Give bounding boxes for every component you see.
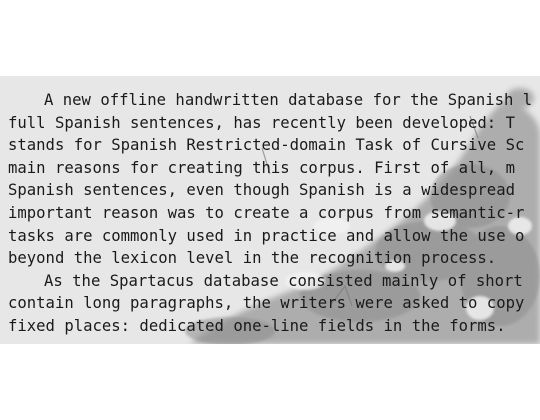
text-line: Spanish sentences, even though Spanish is a widespread — [8, 181, 515, 200]
text-line: A new offline handwritten database for the Spanish l — [44, 91, 533, 109]
text-line: tasks are commonly used in practice and allow the use o — [8, 226, 525, 245]
text-line: important reason was to create a corpus from semantic-r — [8, 203, 525, 222]
text-line: full Spanish sentences, has recently been developed: T — [8, 113, 515, 132]
text-line: As the Spartacus database consisted mainly of short — [44, 271, 523, 290]
text-line: beyond the lexicon level in the recognition process. — [8, 249, 497, 268]
document-text — [8, 89, 532, 338]
text-line: stands for Spanish Restricted-domain Task of Cursive Sc — [8, 136, 525, 155]
text-line: main reasons for creating this corpus. First of all, m — [8, 158, 515, 177]
text-line: fixed places: dedicated one-line fields in the forms. — [8, 316, 506, 335]
scanned-document — [0, 76, 540, 344]
text-line: contain long paragraphs, the writers were asked to copy — [8, 294, 525, 313]
